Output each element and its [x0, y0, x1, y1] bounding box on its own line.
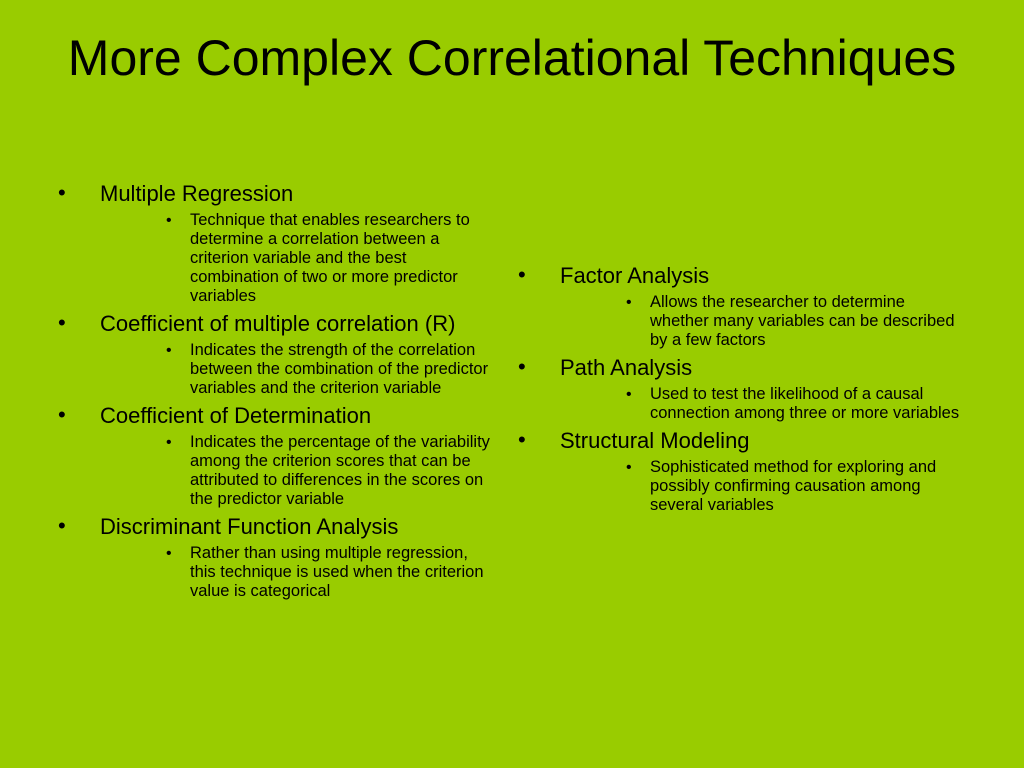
bullet-marker: • [58, 513, 66, 538]
bullet-item-multiple-regression [58, 180, 498, 306]
sub-bullet-item [560, 458, 968, 515]
sub-bullet-marker: • [166, 434, 172, 451]
bullet-label: Path Analysis [560, 355, 693, 380]
sub-bullet-text: Used to test the likelihood of a causal connection among three or more variables [650, 385, 960, 422]
bullet-marker: • [58, 180, 66, 205]
bullet-marker: • [518, 354, 526, 379]
bullet-label: Structural Modeling [560, 428, 750, 453]
sub-list [100, 433, 498, 509]
sub-bullet-item [100, 433, 498, 509]
sub-bullet-item [560, 293, 968, 350]
bullet-marker: • [518, 427, 526, 452]
sub-list [560, 458, 968, 515]
bullet-label: Coefficient of multiple correlation (R) [100, 311, 456, 336]
sub-list [560, 385, 968, 423]
sub-bullet-marker: • [626, 386, 632, 403]
sub-bullet-text: Allows the researcher to determine whether many variables can be described by a few factors [650, 293, 955, 349]
bullet-item-coefficient-multiple-correlation [58, 310, 498, 398]
sub-bullet-item [100, 544, 498, 601]
bullet-label: Multiple Regression [100, 181, 294, 206]
sub-bullet-marker: • [166, 342, 172, 359]
sub-bullet-marker: • [166, 545, 172, 562]
bullet-marker: • [518, 262, 526, 287]
slide-title: More Complex Correlational Techniques [67, 30, 957, 86]
sub-list [560, 293, 968, 350]
sub-bullet-text: Indicates the percentage of the variability among the criterion scores that can be attributed to differences in the scores on the predictor variable [190, 433, 490, 508]
bullet-item-structural-modeling [518, 427, 968, 515]
sub-bullet-item [100, 341, 498, 398]
sub-bullet-item [100, 211, 498, 306]
sub-bullet-text: Rather than using multiple regression, this technique is used when the criterion value is categorical [190, 544, 484, 600]
sub-bullet-text: Indicates the strength of the correlation between the combination of the predictor variables and the criterion variable [190, 341, 489, 397]
left-column-list [58, 180, 498, 605]
bullet-item-path-analysis [518, 354, 968, 423]
bullet-label: Discriminant Function Analysis [100, 514, 399, 539]
sub-bullet-text: Technique that enables researchers to determine a correlation between a criterion variable and the best combination of two or more predictor variables [190, 211, 470, 305]
sub-bullet-marker: • [626, 294, 632, 311]
sub-bullet-marker: • [626, 459, 632, 476]
bullet-marker: • [58, 310, 66, 335]
sub-bullet-text: Sophisticated method for exploring and possibly confirming causation among several variables [650, 458, 937, 514]
bullet-item-factor-analysis [518, 262, 968, 350]
sub-list [100, 544, 498, 601]
bullet-label: Coefficient of Determination [100, 403, 372, 428]
sub-bullet-marker: • [166, 212, 172, 229]
bullet-item-discriminant-function-analysis [58, 513, 498, 601]
sub-list [100, 211, 498, 306]
right-column-list [518, 262, 968, 519]
bullet-marker: • [58, 402, 66, 427]
bullet-item-coefficient-determination [58, 402, 498, 509]
sub-bullet-item [560, 385, 968, 423]
sub-list [100, 341, 498, 398]
bullet-label: Factor Analysis [560, 263, 710, 288]
